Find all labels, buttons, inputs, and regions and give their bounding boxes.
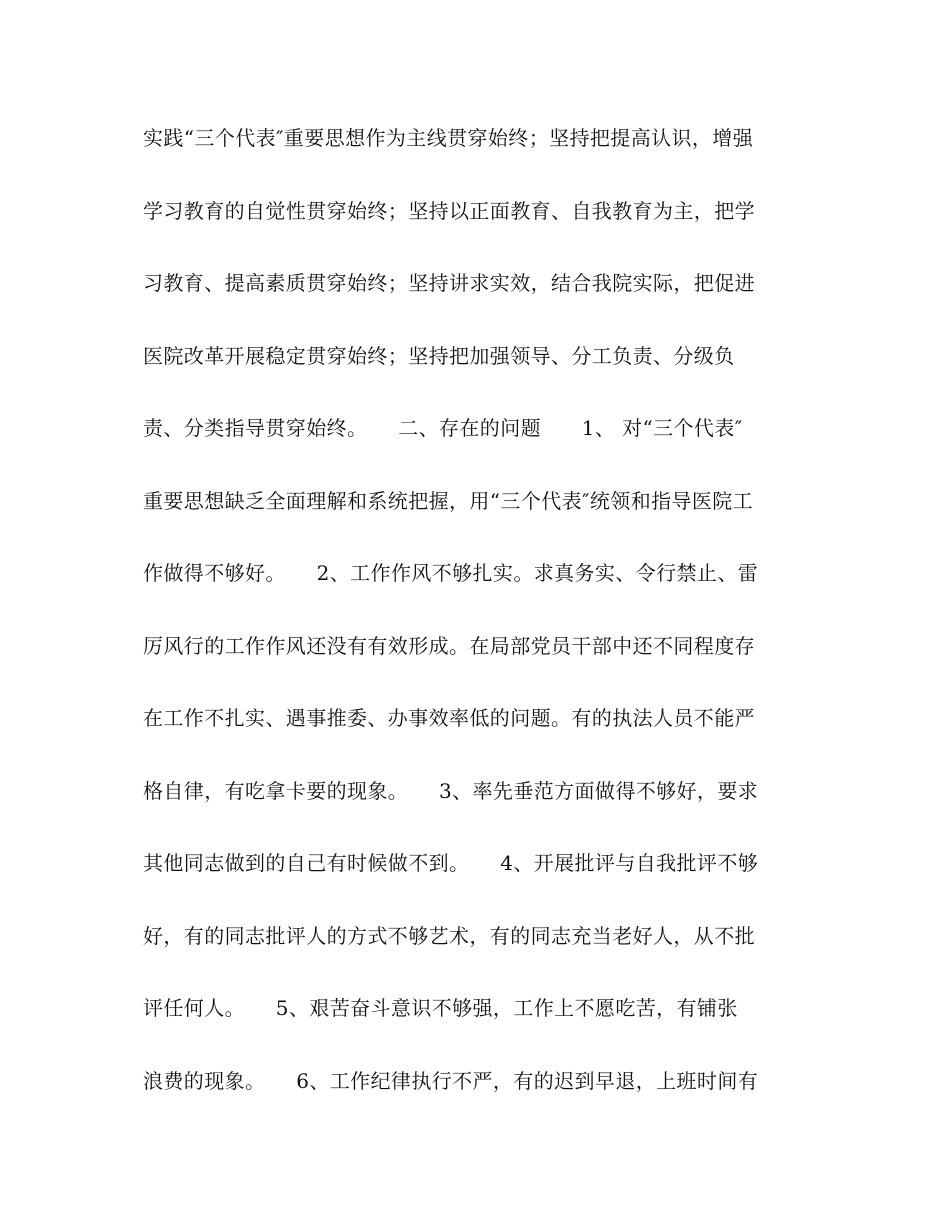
text-line: 其他同志做到的自己有时候做不到。 4、开展批评与自我批评不够 <box>143 851 759 875</box>
text-line: 好，有的同志批评人的方式不够艺术，有的同志充当老好人，从不批 <box>143 923 755 948</box>
text-line: 责、分类指导贯穿始终。 二、存在的问题 1、 对“三个代表″ <box>143 416 743 440</box>
text-line: 学习教育的自觉性贯穿始终；坚持以正面教育、自我教育为主，把学 <box>143 198 755 223</box>
document-body <box>143 122 823 1137</box>
text-line: 作做得不够好。 2、工作作风不够扎实。求真务实、令行禁止、雷 <box>143 561 759 585</box>
text-line: 习教育、提高素质贯穿始终；坚持讲求实效，结合我院实际，把促进 <box>143 271 755 295</box>
text-line: 浪费的现象。 6、工作纪律执行不严，有的迟到早退，上班时间有 <box>143 1068 759 1093</box>
text-line: 实践“三个代表″重要思想作为主线贯穿始终；坚持把提高认识，增强 <box>143 126 754 150</box>
text-line: 重要思想缺乏全面理解和系统把握，用“三个代表″统领和指导医院工 <box>143 488 754 513</box>
text-line: 厉风行的工作作风还没有有效形成。在局部党员干部中还不同程度存 <box>143 633 755 658</box>
text-line: 在工作不扎实、遇事推委、办事效率低的问题。有的执法人员不能严 <box>143 706 755 730</box>
text-line: 医院改革开展稳定贯穿始终；坚持把加强领导、分工负责、分级负 <box>143 343 735 368</box>
text-line: 评任何人。 5、艰苦奋斗意识不够强，工作上不愿吃苦，有铺张 <box>143 996 738 1020</box>
text-line: 格自律，有吃拿卡要的现象。 3、率先垂范方面做得不够好，要求 <box>143 778 759 803</box>
